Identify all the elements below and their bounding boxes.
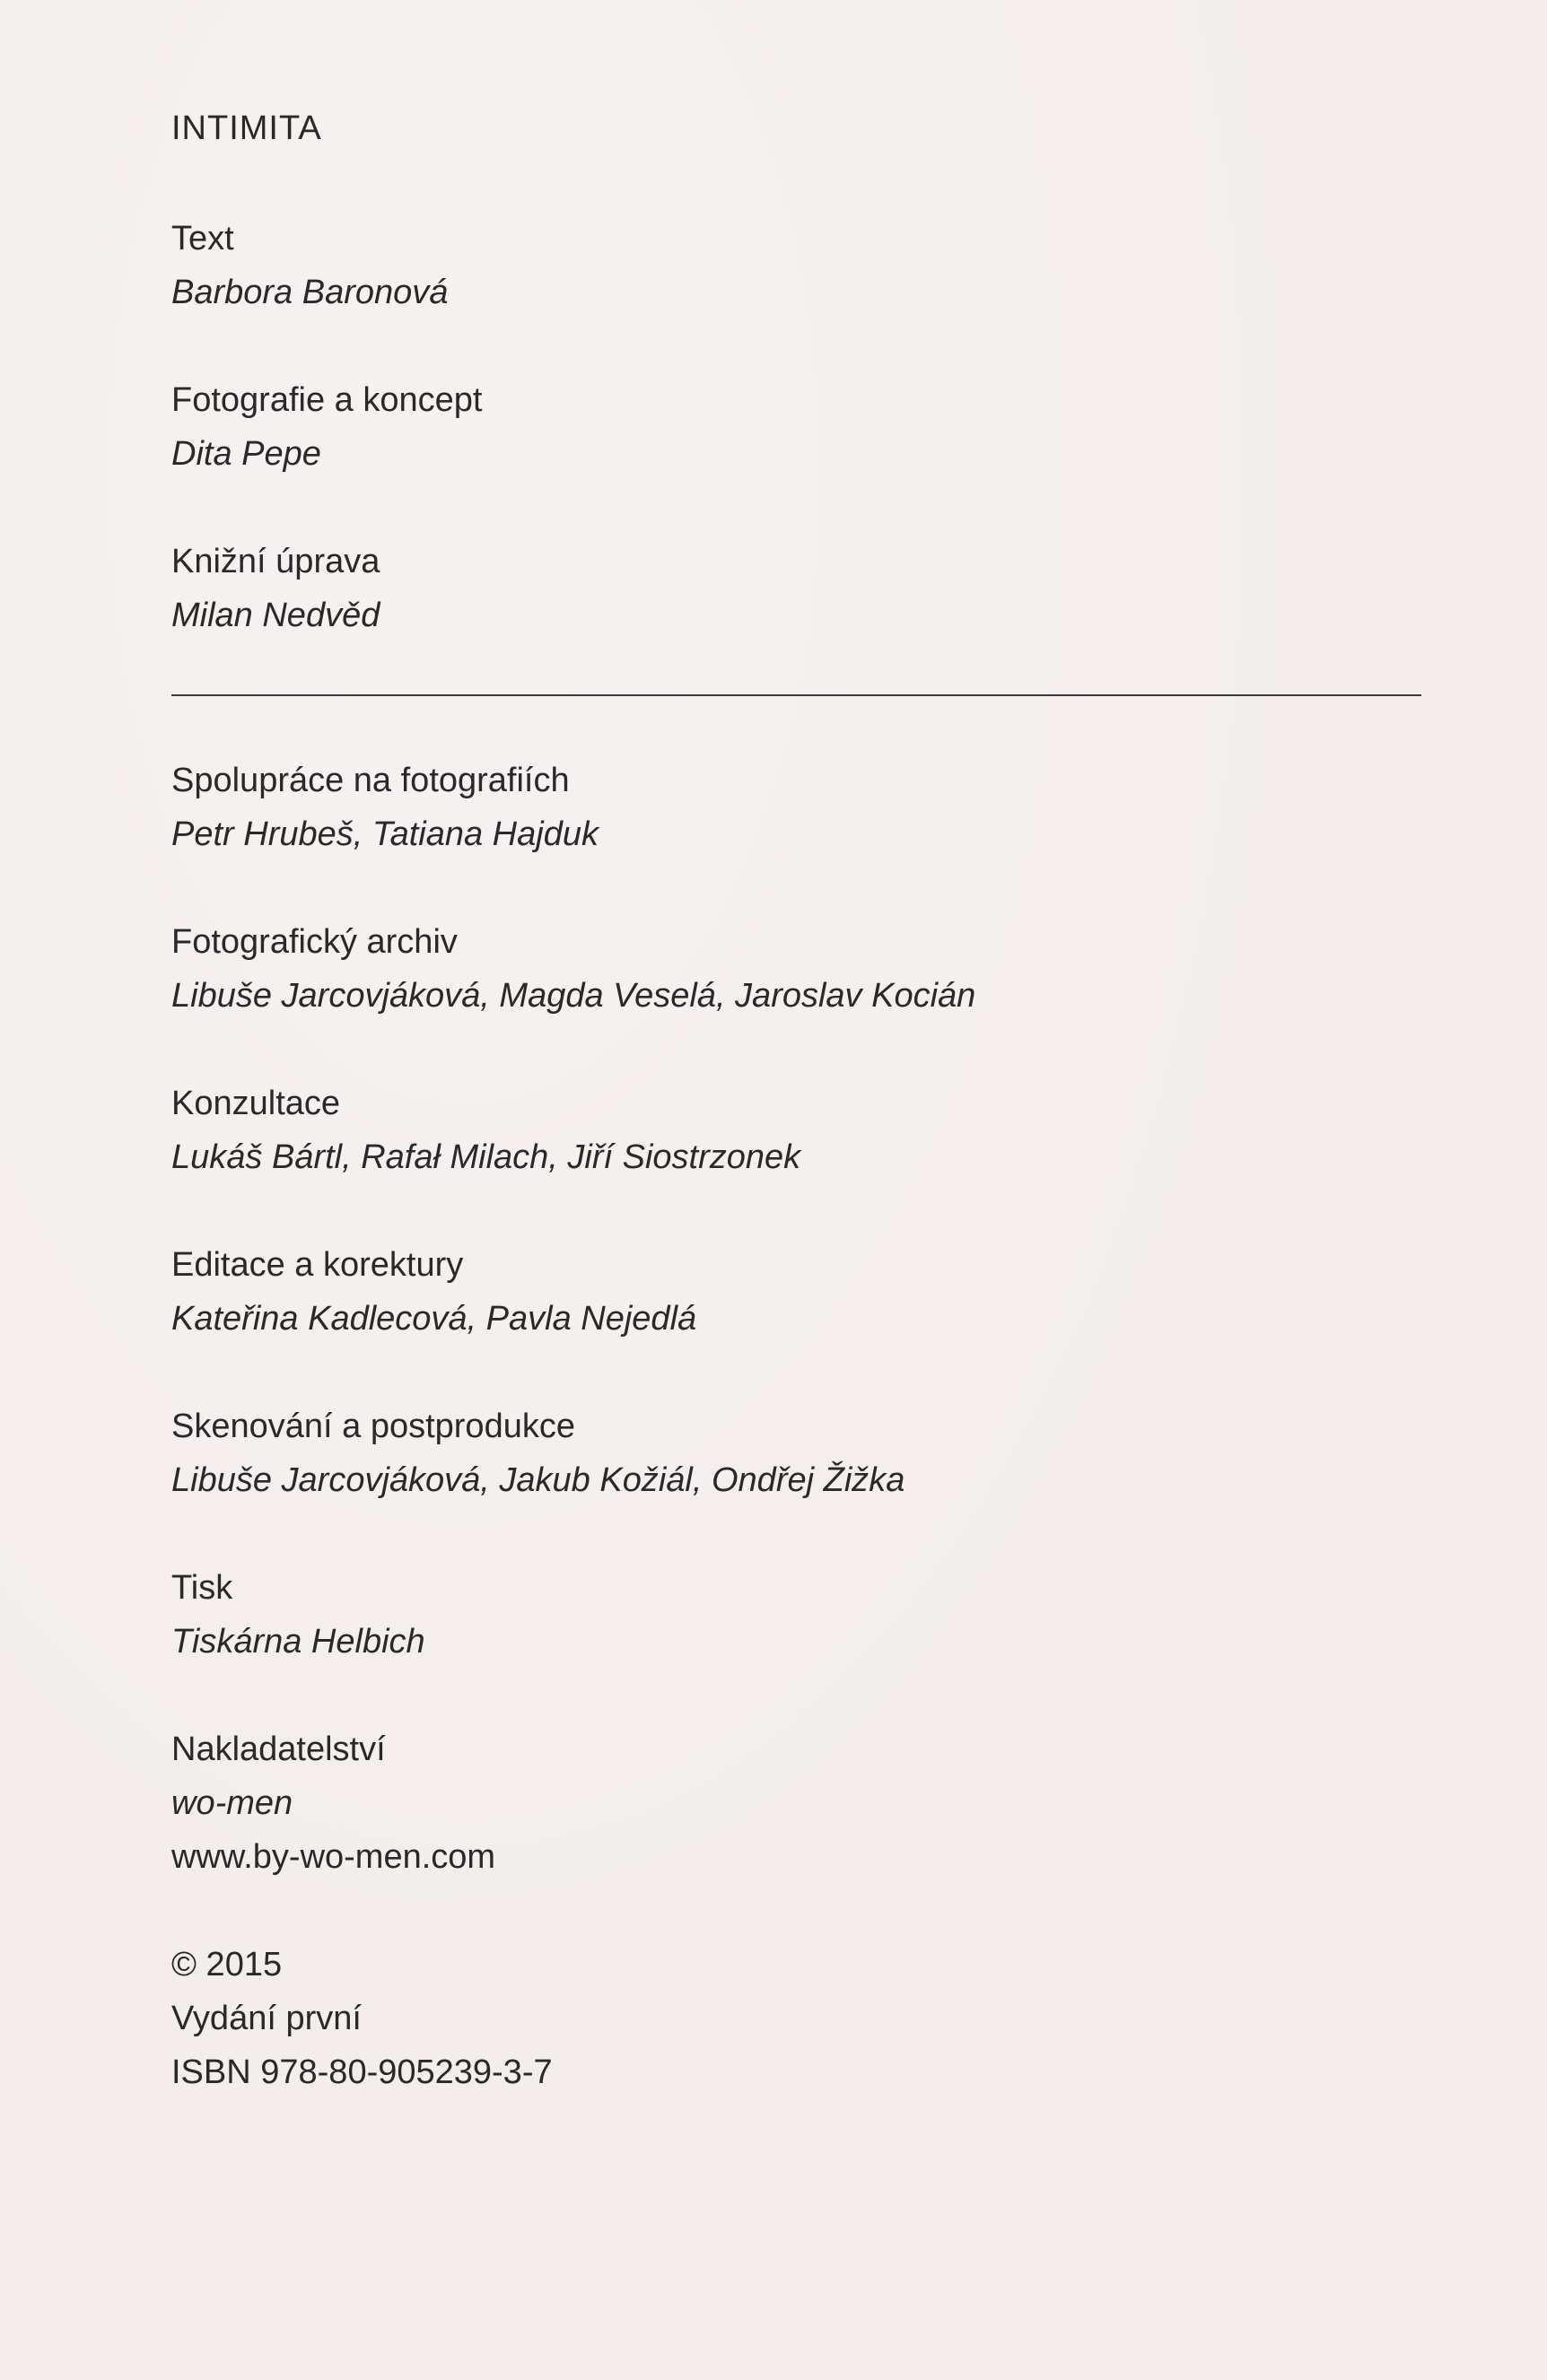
isbn: ISBN 978-80-905239-3-7 xyxy=(171,2053,553,2091)
credit-value: Petr Hrubeš, Tatiana Hajduk xyxy=(171,815,599,853)
credit-photography xyxy=(171,373,1428,481)
credit-value: Milan Nedvěd xyxy=(171,597,380,634)
credit-label: Editace a korektury xyxy=(171,1246,464,1284)
credit-label: Skenování a postprodukce xyxy=(171,1408,575,1445)
credit-value: Barbora Baronová xyxy=(171,274,449,311)
credit-value: Libuše Jarcovjáková, Magda Veselá, Jaroslav Kocián xyxy=(171,977,976,1015)
credit-label: Fotografie a koncept xyxy=(171,381,483,419)
credit-printing xyxy=(171,1561,1428,1669)
imprint xyxy=(171,1938,1428,2099)
credit-label: Spolupráce na fotografiích xyxy=(171,762,570,799)
credit-value: Dita Pepe xyxy=(171,435,321,473)
credit-value: Tiskárna Helbich xyxy=(171,1623,425,1661)
credit-value: Kateřina Kadlecová, Pavla Nejedlá xyxy=(171,1300,697,1338)
credit-label: Text xyxy=(171,220,234,257)
publisher-name: wo-men xyxy=(171,1784,293,1822)
credit-label: Konzultace xyxy=(171,1085,341,1122)
credit-photo-archive xyxy=(171,915,1428,1023)
book-title: INTIMITA xyxy=(171,109,322,147)
credit-consultation xyxy=(171,1077,1428,1184)
edition: Vydání první xyxy=(171,2000,362,2037)
publisher-url: www.by-wo-men.com xyxy=(171,1838,496,1876)
publisher xyxy=(171,1722,1428,1884)
colophon xyxy=(171,106,1428,2099)
credit-label: Fotografický archiv xyxy=(171,923,458,961)
credit-editing xyxy=(171,1238,1428,1346)
section-divider xyxy=(171,694,1421,696)
credit-label: Tisk xyxy=(171,1569,233,1607)
credit-book-design xyxy=(171,535,1428,642)
publisher-label: Nakladatelství xyxy=(171,1731,386,1768)
credit-scanning xyxy=(171,1399,1428,1507)
credit-label: Knižní úprava xyxy=(171,543,380,580)
credit-photo-collaboration xyxy=(171,754,1428,861)
copyright: © 2015 xyxy=(171,1946,283,1983)
credit-value: Lukáš Bártl, Rafał Milach, Jiří Siostrzonek xyxy=(171,1138,801,1176)
credit-value: Libuše Jarcovjáková, Jakub Kožiál, Ondřej Žižka xyxy=(171,1461,905,1499)
credit-text xyxy=(171,212,1428,319)
